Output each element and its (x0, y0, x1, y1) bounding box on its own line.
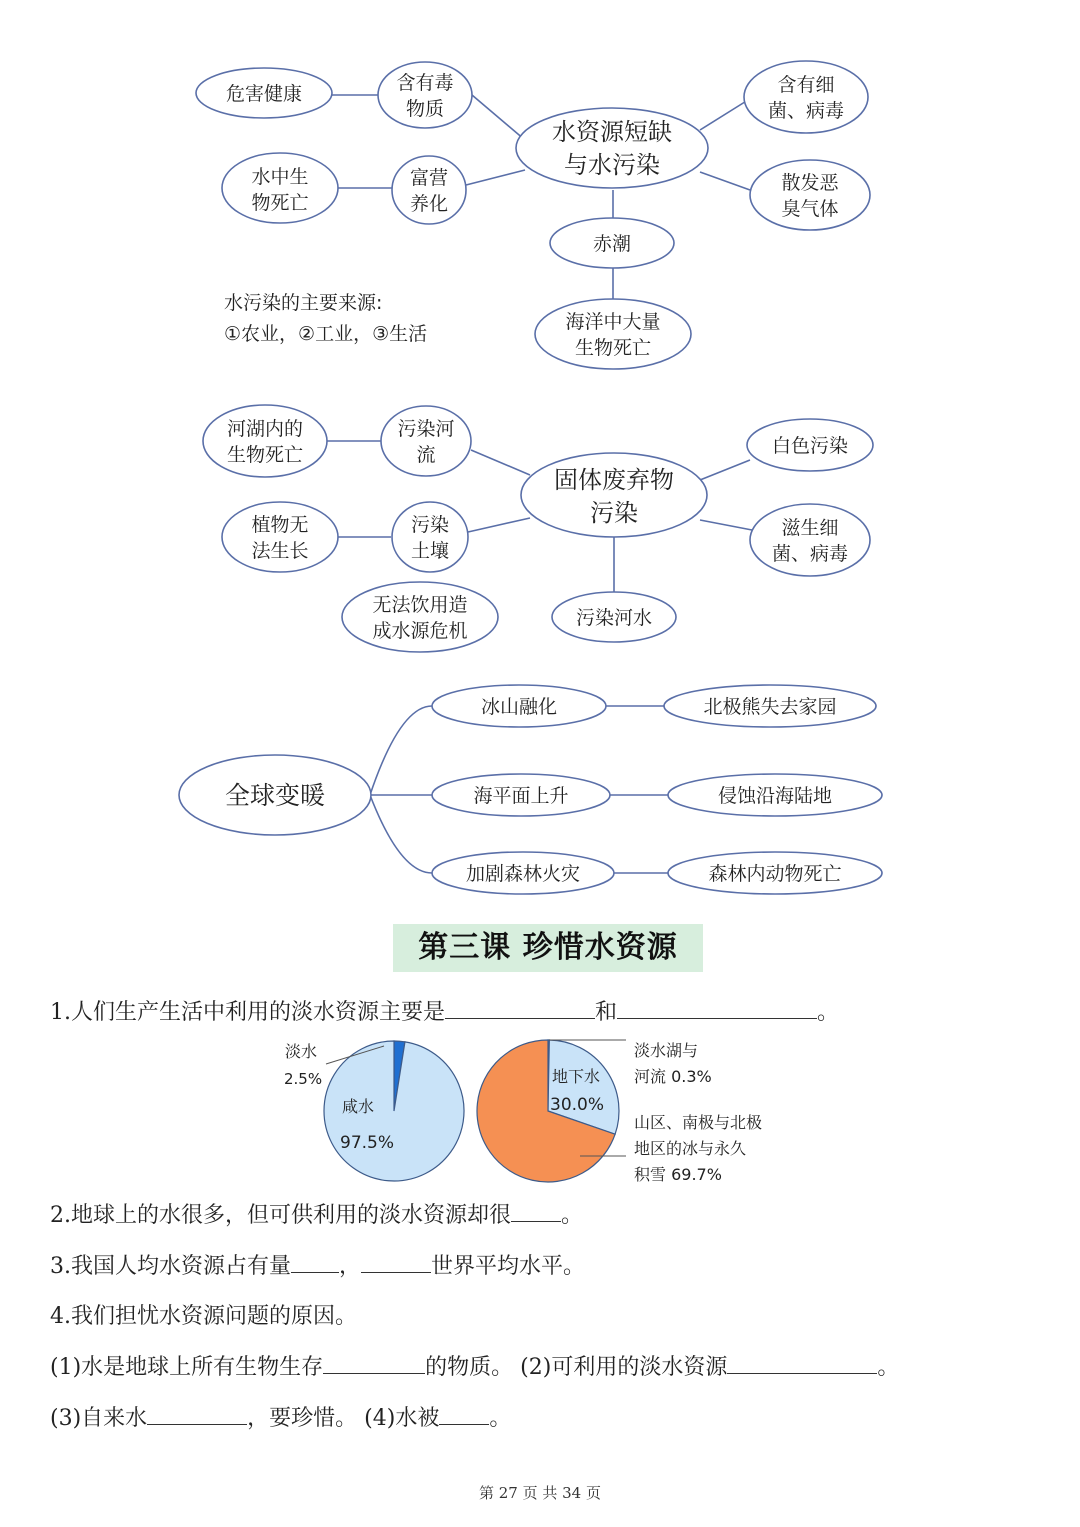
node-eutrophication-line1: 富营 (409, 167, 449, 189)
node-white-pollution-text: 白色污染 (771, 435, 849, 457)
node-solid-center-line1: 固体废弃物 (554, 466, 674, 494)
node-warming-center-text: 全球变暖 (224, 781, 326, 810)
node-solid-center (521, 453, 707, 537)
question-2-blank (511, 1201, 561, 1222)
question-4 (50, 1299, 357, 1330)
pie2-lake-label-line2: 河流 0.3% (634, 1067, 712, 1086)
node-eutrophication-line2: 养化 (409, 193, 449, 215)
node-white-pollution (747, 419, 873, 471)
pie2-ice-label-line2: 地区的冰与永久 (634, 1139, 747, 1158)
lesson-title: 第三课 珍惜水资源 (418, 930, 678, 965)
node-pollute-river-line2: 流 (416, 444, 436, 466)
node-bad-odor-line1: 散发恶 (781, 172, 839, 194)
node-marine-death-line1: 海洋中大量 (565, 311, 661, 333)
node-breed-bacteria (750, 504, 870, 576)
question-4-part3-blank (147, 1404, 247, 1425)
node-water-crisis-line1: 无法饮用造 (372, 594, 468, 616)
question-4-part2-blank (727, 1353, 877, 1374)
node-forest-fire-text: 加剧森林火灾 (465, 863, 581, 885)
question-1-blank-2 (617, 998, 817, 1019)
question-1-end: 。 (817, 1000, 840, 1025)
node-glacier-melt-text: 冰山融化 (480, 696, 558, 718)
node-pollute-water-text: 污染河水 (575, 607, 653, 629)
question-4-part1-text: (1)水是地球上所有生物生存 (50, 1355, 324, 1380)
node-water-center-line2: 与水污染 (564, 151, 660, 179)
node-water-crisis-line2: 成水源危机 (372, 620, 468, 642)
node-bad-odor-line2: 臭气体 (781, 198, 839, 220)
pie1-fresh-value: 2.5% (284, 1070, 323, 1088)
node-aquatic-death-line1: 水中生 (251, 166, 309, 188)
node-breed-bacteria-line1: 滋生细 (781, 517, 839, 539)
pie1-salt-value: 97.5% (340, 1133, 395, 1153)
question-4-part4-blank (439, 1404, 489, 1425)
pie1-fresh-label: 淡水 (285, 1042, 318, 1061)
water-pollution-source-title: 水污染的主要来源: (224, 292, 383, 314)
water-pollution-source-list: ①农业，②工业，③生活 (224, 323, 428, 345)
node-pollute-water (552, 592, 676, 642)
node-sea-level-rise-text: 海平面上升 (473, 785, 569, 807)
question-3-mid: ， (339, 1254, 362, 1279)
node-warming-center (179, 755, 371, 835)
question-1-blank-1 (445, 998, 595, 1019)
question-1 (50, 995, 839, 1026)
question-4-part-1-2 (50, 1350, 899, 1381)
node-aquatic-death (222, 153, 338, 223)
pie2-ground-label: 地下水 (552, 1067, 601, 1086)
question-3-blank-1 (291, 1252, 339, 1273)
node-pollute-river-line1: 污染河 (397, 418, 455, 440)
node-pollute-soil-line1: 污染 (410, 514, 450, 536)
node-coast-erosion-text: 侵蚀沿海陆地 (717, 785, 833, 807)
question-4-part4-end: 。 (489, 1406, 512, 1431)
node-polar-bear-text: 北极熊失去家园 (703, 696, 837, 718)
node-plants-cannot-grow-line1: 植物无 (251, 514, 309, 536)
node-toxic (378, 62, 472, 128)
node-sea-level-rise (432, 774, 610, 816)
node-pollute-soil-line2: 土壤 (410, 540, 450, 562)
node-breed-bacteria-line2: 菌、病毒 (771, 543, 849, 565)
question-4-part4-text: ，要珍惜。 (4)水被 (247, 1406, 440, 1431)
node-forest-animals (668, 852, 882, 894)
node-bacteria-virus-line2: 菌、病毒 (767, 100, 845, 122)
node-plants-cannot-grow-line2: 法生长 (251, 540, 309, 562)
question-4-part2-end: 。 (877, 1355, 900, 1380)
node-water-center (516, 108, 708, 188)
node-water-crisis (342, 582, 498, 652)
node-bacteria-virus (744, 61, 868, 133)
question-1-mid: 和 (595, 1000, 618, 1025)
node-pollute-river (381, 406, 471, 476)
node-health-harm-text: 危害健康 (225, 83, 303, 105)
node-marine-death-line2: 生物死亡 (574, 337, 652, 359)
node-red-tide (550, 218, 674, 268)
node-bad-odor (750, 160, 870, 230)
mindmap-global-warming (179, 685, 882, 894)
node-coast-erosion (668, 774, 882, 816)
pie1-salt-label: 咸水 (342, 1097, 375, 1116)
question-2-end: 。 (561, 1203, 584, 1228)
node-pollute-soil (392, 502, 468, 572)
node-water-center-line1: 水资源短缺 (552, 118, 672, 146)
question-4-part3-text: (3)自来水 (50, 1406, 148, 1431)
node-red-tide-text: 赤潮 (592, 233, 632, 255)
node-forest-fire (432, 852, 614, 894)
mindmap-water (196, 61, 870, 369)
pie2-ground-value: 30.0% (550, 1095, 605, 1115)
question-3-blank-2 (361, 1252, 431, 1273)
question-4-part2-text: 的物质。 (2)可利用的淡水资源 (425, 1355, 728, 1380)
pie2-ice-label-line1: 山区、南极与北极 (634, 1113, 763, 1132)
question-4-part1-blank (323, 1353, 425, 1374)
node-lake-life-death-line1: 河湖内的 (226, 418, 304, 440)
node-marine-death (535, 299, 691, 369)
mindmap-solid-waste (203, 405, 873, 652)
node-polar-bear (664, 685, 876, 727)
question-4-text: 4.我们担忧水资源问题的原因。 (50, 1304, 357, 1329)
node-health-harm (196, 68, 332, 118)
pie2-ice-label-line3: 积雪 69.7% (634, 1165, 722, 1184)
node-forest-animals-text: 森林内动物死亡 (708, 863, 842, 885)
question-3-text: 3.我国人均水资源占有量 (50, 1254, 291, 1279)
node-toxic-line2: 物质 (405, 98, 445, 120)
node-plants-cannot-grow (222, 502, 338, 572)
node-glacier-melt (432, 685, 606, 727)
pie2-lake-label-line1: 淡水湖与 (634, 1041, 699, 1060)
question-2-text: 2.地球上的水很多，但可供利用的淡水资源却很 (50, 1203, 511, 1228)
question-2 (50, 1198, 583, 1229)
node-bacteria-virus-line1: 含有细 (777, 74, 835, 96)
node-solid-center-line2: 污染 (590, 499, 638, 527)
pie-chart-fresh-water (477, 1040, 762, 1184)
node-lake-life-death-line2: 生物死亡 (226, 444, 304, 466)
pie-chart-water-total (284, 1041, 464, 1181)
node-eutrophication (392, 156, 466, 224)
question-1-text: 1.人们生产生活中利用的淡水资源主要是 (50, 1000, 445, 1025)
question-4-part-3-4 (50, 1401, 511, 1432)
node-aquatic-death-line2: 物死亡 (251, 192, 309, 214)
question-3 (50, 1249, 585, 1280)
node-toxic-line1: 含有毒 (396, 72, 454, 94)
page-footer: 第 27 页 共 34 页 (478, 1484, 601, 1502)
question-3-mid2: 世界平均水平。 (431, 1254, 586, 1279)
node-lake-life-death (203, 405, 327, 477)
